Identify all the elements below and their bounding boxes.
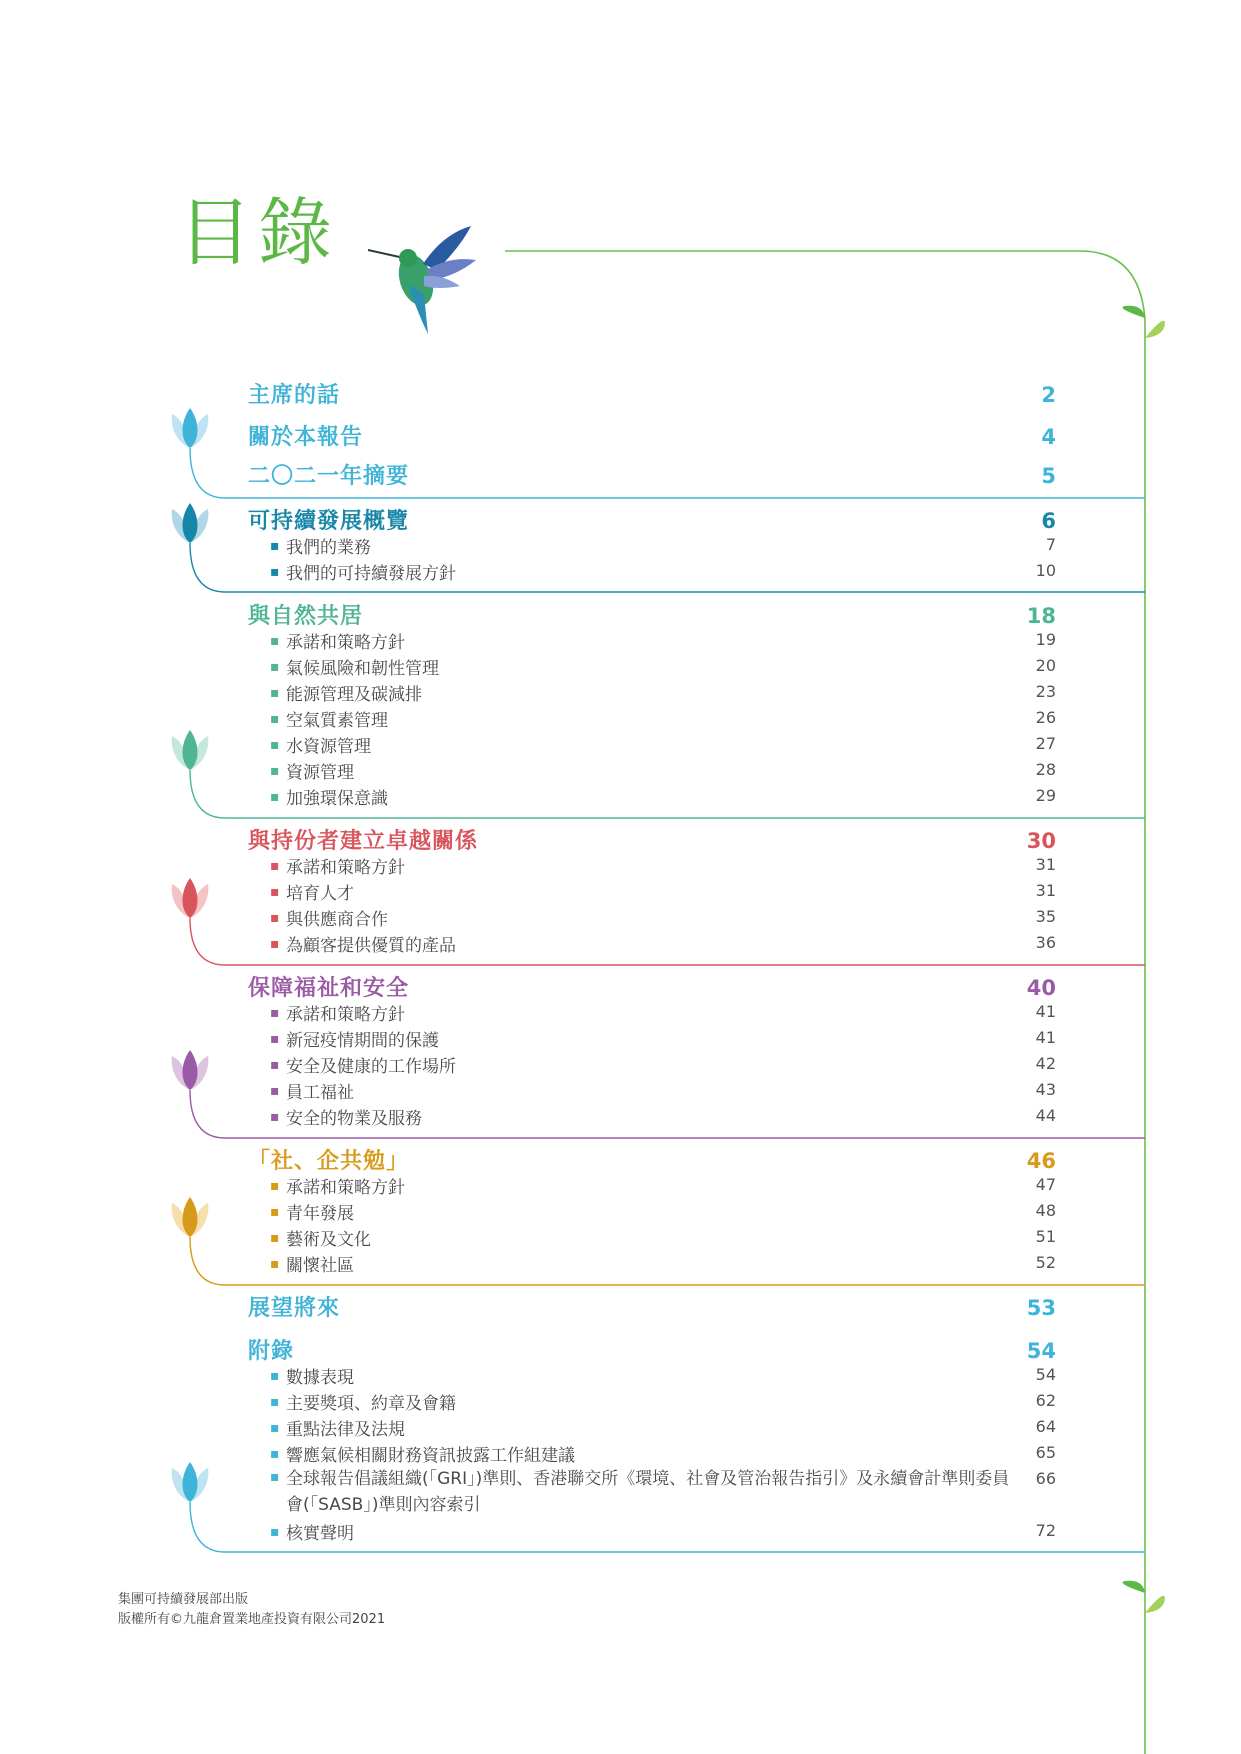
lotus-bud-icon — [172, 408, 209, 448]
toc-subentry[interactable]: ▪ 承諾和策略方針 41 — [270, 1002, 1056, 1025]
toc-subentry[interactable]: ▪ 數據表現 54 — [270, 1365, 1056, 1388]
toc-subentry[interactable]: ▪ 關懷社區 52 — [270, 1253, 1056, 1276]
toc-entry-community[interactable]: 「社、企共勉」 46 — [248, 1149, 1056, 1174]
toc-subentry[interactable]: ▪ 全球報告倡議組織(「GRI」)準則、香港聯交所《環境、社會及管治報告指引》及永續會計準則委員會(「SASB」)準則內容索引 66 — [270, 1469, 1056, 1515]
lotus-bud-icon — [172, 730, 209, 770]
toc-subentry[interactable]: ▪ 青年發展 48 — [270, 1201, 1056, 1224]
toc-subentry[interactable]: ▪ 主要獎項、約章及會籍 62 — [270, 1391, 1056, 1414]
toc-entry-nature[interactable]: 與自然共居 18 — [248, 604, 1056, 629]
toc-subentry[interactable]: ▪ 能源管理及碳減排 23 — [270, 682, 1056, 705]
toc-subentry[interactable]: ▪ 加強環保意識 29 — [270, 786, 1056, 809]
toc-subentry[interactable]: ▪ 安全及健康的工作場所 42 — [270, 1054, 1056, 1077]
publisher-line: 集團可持續發展部出版 — [118, 1592, 249, 1607]
leaf-icon — [1123, 1581, 1166, 1613]
toc-subentry[interactable]: ▪ 與供應商合作 35 — [270, 907, 1056, 930]
toc-subentry[interactable]: ▪ 員工福祉 43 — [270, 1080, 1056, 1103]
hummingbird-icon — [368, 224, 478, 344]
toc-subentry[interactable]: ▪ 資源管理 28 — [270, 760, 1056, 783]
toc-subentry[interactable]: ▪ 承諾和策略方針 19 — [270, 630, 1056, 653]
toc-entry-outlook[interactable]: 展望將來 53 — [248, 1296, 1056, 1321]
toc-subentry[interactable]: ▪ 氣候風險和韌性管理 20 — [270, 656, 1056, 679]
page-title: 目錄 — [178, 190, 338, 276]
toc-entry-stakeholders[interactable]: 與持份者建立卓越關係 30 — [248, 829, 1056, 854]
toc-entry-about[interactable]: 關於本報告 4 — [248, 425, 1056, 450]
toc-subentry[interactable]: ▪ 培育人才 31 — [270, 881, 1056, 904]
toc-entry-appendix[interactable]: 附錄 54 — [248, 1339, 1056, 1364]
toc-subentry[interactable]: ▪ 安全的物業及服務 44 — [270, 1106, 1056, 1129]
toc-subentry[interactable]: ▪ 我們的可持續發展方針 10 — [270, 561, 1056, 584]
toc-subentry[interactable]: ▪ 水資源管理 27 — [270, 734, 1056, 757]
toc-subentry[interactable]: ▪ 為顧客提供優質的產品 36 — [270, 933, 1056, 956]
toc-subentry[interactable]: ▪ 新冠疫情期間的保護 41 — [270, 1028, 1056, 1051]
toc-subentry[interactable]: ▪ 承諾和策略方針 47 — [270, 1175, 1056, 1198]
toc-subentry[interactable]: ▪ 重點法律及法規 64 — [270, 1417, 1056, 1440]
toc-subentry[interactable]: ▪ 空氣質素管理 26 — [270, 708, 1056, 731]
lotus-bud-icon — [172, 878, 209, 918]
publication-footer — [118, 1590, 385, 1630]
lotus-bud-icon — [172, 1462, 209, 1502]
toc-entry-chair[interactable]: 主席的話 2 — [248, 383, 1056, 408]
toc-subentry[interactable]: ▪ 藝術及文化 51 — [270, 1227, 1056, 1250]
lotus-bud-icon — [172, 1197, 209, 1237]
lotus-bud-icon — [172, 1050, 209, 1090]
copyright-line: 版權所有©九龍倉置業地產投資有限公司2021 — [118, 1612, 386, 1628]
toc-subentry[interactable]: ▪ 響應氣候相關財務資訊披露工作組建議 65 — [270, 1443, 1056, 1466]
toc-entry-overview[interactable]: 可持續發展概覽 6 — [248, 509, 1056, 534]
lotus-bud-icon — [172, 503, 209, 543]
toc-subentry[interactable]: ▪ 核實聲明 72 — [270, 1521, 1056, 1544]
toc-subentry[interactable]: ▪ 承諾和策略方針 31 — [270, 855, 1056, 878]
toc-entry-wellbeing[interactable]: 保障福祉和安全 40 — [248, 976, 1056, 1001]
toc-entry-summary[interactable]: 二〇二一年摘要 5 — [248, 464, 1056, 489]
toc-subentry[interactable]: ▪ 我們的業務 7 — [270, 535, 1056, 558]
